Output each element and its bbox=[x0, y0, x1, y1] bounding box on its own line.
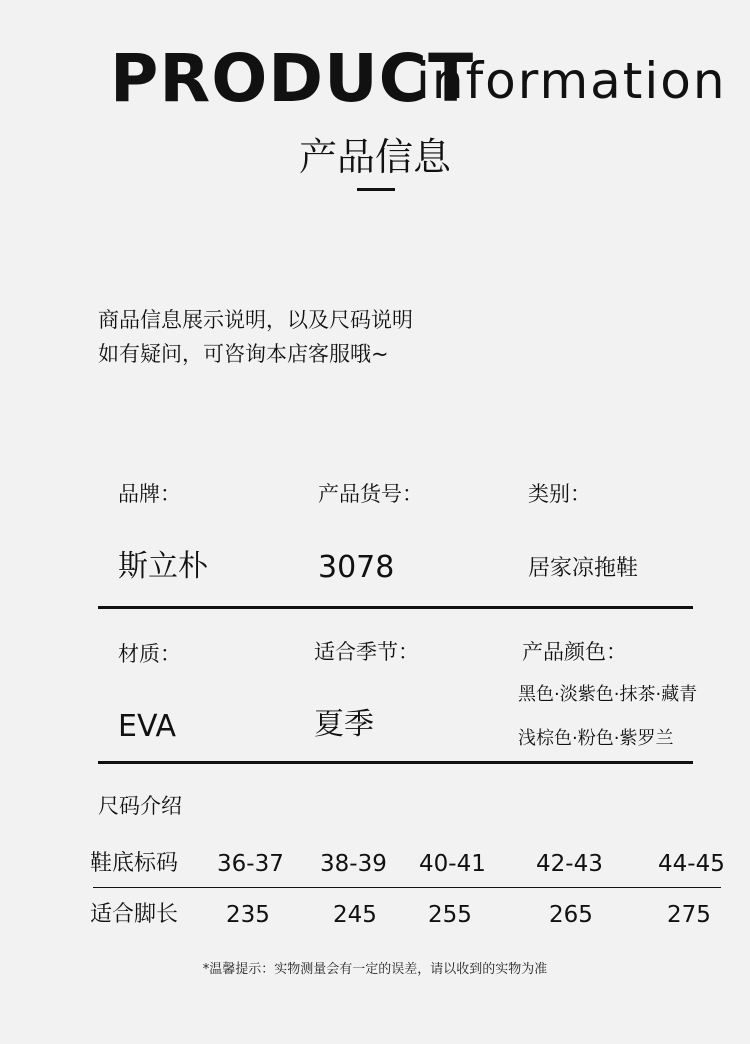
sku-label: 产品货号： bbox=[318, 482, 423, 506]
size-row2-value: 255 bbox=[428, 902, 472, 928]
specs-row2-rule bbox=[98, 761, 693, 764]
size-table-rule bbox=[93, 887, 721, 888]
size-row1-value: 40-41 bbox=[419, 851, 486, 877]
size-row1-value: 38-39 bbox=[320, 851, 387, 877]
color-value-line-1: 黑色·淡紫色·抹茶·藏青 bbox=[518, 684, 698, 705]
season-value: 夏季 bbox=[314, 707, 374, 742]
size-section-title: 尺码介绍 bbox=[98, 794, 182, 818]
disclaimer-note: *温馨提示：实物测量会有一定的误差，请以收到的实物为准 bbox=[202, 962, 548, 977]
brand-value: 斯立朴 bbox=[118, 549, 208, 584]
category-label: 类别： bbox=[528, 482, 591, 506]
size-row1-label: 鞋底标码 bbox=[90, 851, 179, 876]
size-row2-value: 265 bbox=[549, 902, 593, 928]
intro-line-2: 如有疑问，可咨询本店客服哦~ bbox=[98, 342, 389, 366]
size-row1-value: 36-37 bbox=[217, 851, 284, 877]
material-value: EVA bbox=[118, 709, 177, 744]
title-product: PRODUCT bbox=[110, 40, 475, 117]
size-row2-label: 适合脚长 bbox=[90, 902, 179, 927]
brand-label: 品牌： bbox=[118, 482, 181, 506]
material-label: 材质： bbox=[118, 642, 181, 666]
size-row2-value: 245 bbox=[333, 902, 377, 928]
specs-row1-rule bbox=[98, 606, 693, 609]
season-label: 适合季节： bbox=[314, 640, 419, 664]
size-row2-value: 275 bbox=[667, 902, 711, 928]
category-value: 居家凉拖鞋 bbox=[528, 556, 639, 581]
size-row1-value: 44-45 bbox=[658, 851, 725, 877]
size-row1-value: 42-43 bbox=[536, 851, 603, 877]
title-divider bbox=[357, 188, 395, 191]
color-label: 产品颜色： bbox=[522, 640, 627, 664]
title-cn: 产品信息 bbox=[298, 135, 451, 179]
sku-value: 3078 bbox=[318, 550, 395, 585]
intro-line-1: 商品信息展示说明，以及尺码说明 bbox=[98, 308, 413, 332]
color-value-line-2: 浅棕色·粉色·紫罗兰 bbox=[518, 728, 674, 749]
size-row2-value: 235 bbox=[226, 902, 270, 928]
title-information: information bbox=[416, 52, 727, 110]
